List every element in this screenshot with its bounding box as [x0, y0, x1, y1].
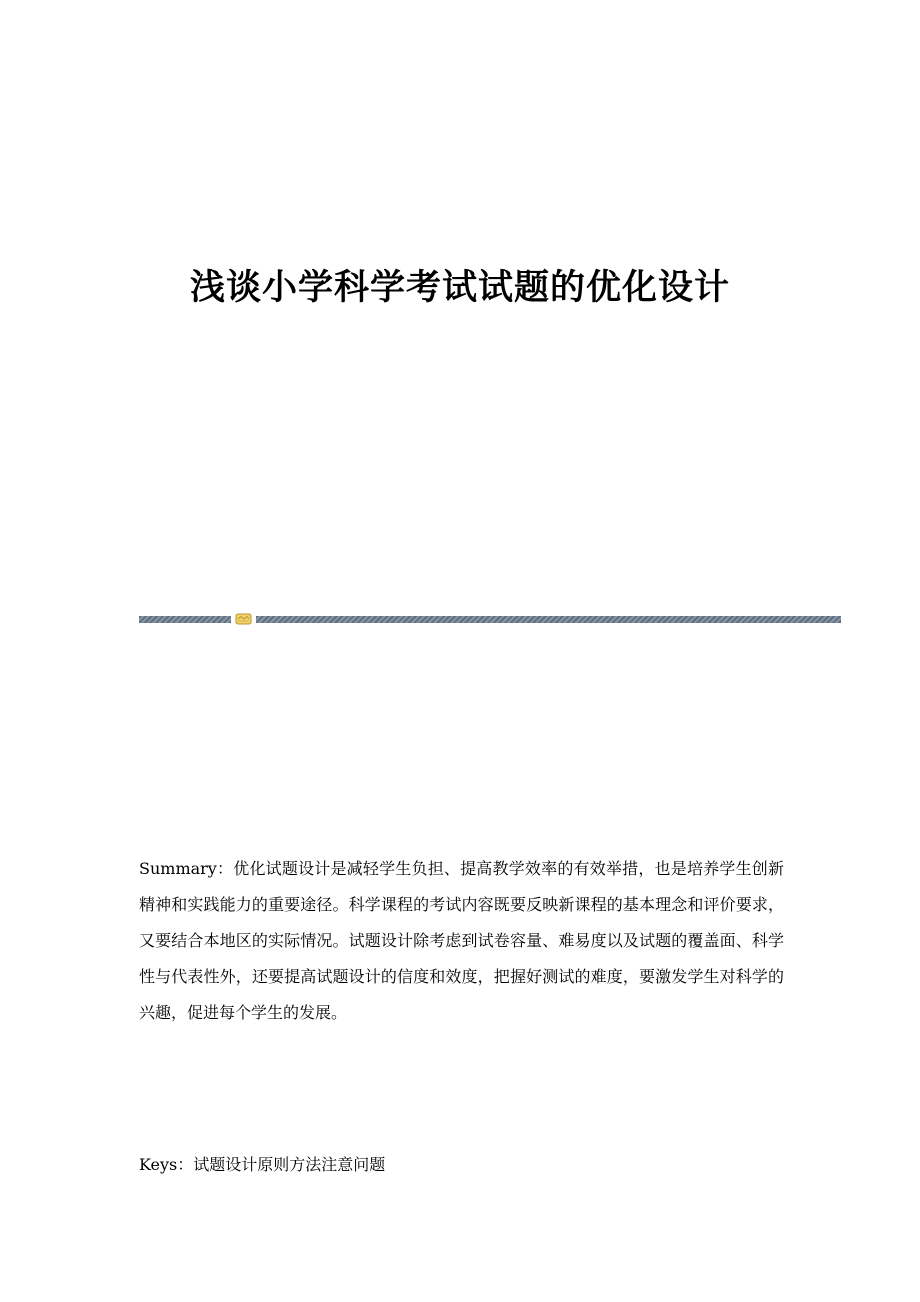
- ornament-icon: [235, 613, 252, 625]
- summary-text: 优化试题设计是减轻学生负担、提高教学效率的有效举措，也是培养学生创新精神和实践能力的重要途径。科学课程的考试内容既要反映新课程的基本理念和评价要求，又要结合本地区的实际情况。试题设计除考虑到试卷容量、难易度以及试题的覆盖面、科学性与代表性外，还要提高试题设计的信度和效度，把握好测试的难度，要激发学生对科学的兴趣，促进每个学生的发展。: [139, 859, 784, 1022]
- divider-bar-left: [139, 616, 231, 623]
- divider-bar-right: [256, 616, 841, 623]
- document-title: 浅谈小学科学考试试题的优化设计: [189, 268, 730, 308]
- keys-text: 试题设计原则方法注意问题: [193, 1155, 386, 1174]
- keys-label: Keys：: [139, 1155, 194, 1174]
- summary-paragraph: [139, 851, 784, 1031]
- title-divider: [139, 613, 841, 627]
- keywords-paragraph: [139, 1147, 784, 1183]
- summary-label: Summary：: [139, 859, 234, 878]
